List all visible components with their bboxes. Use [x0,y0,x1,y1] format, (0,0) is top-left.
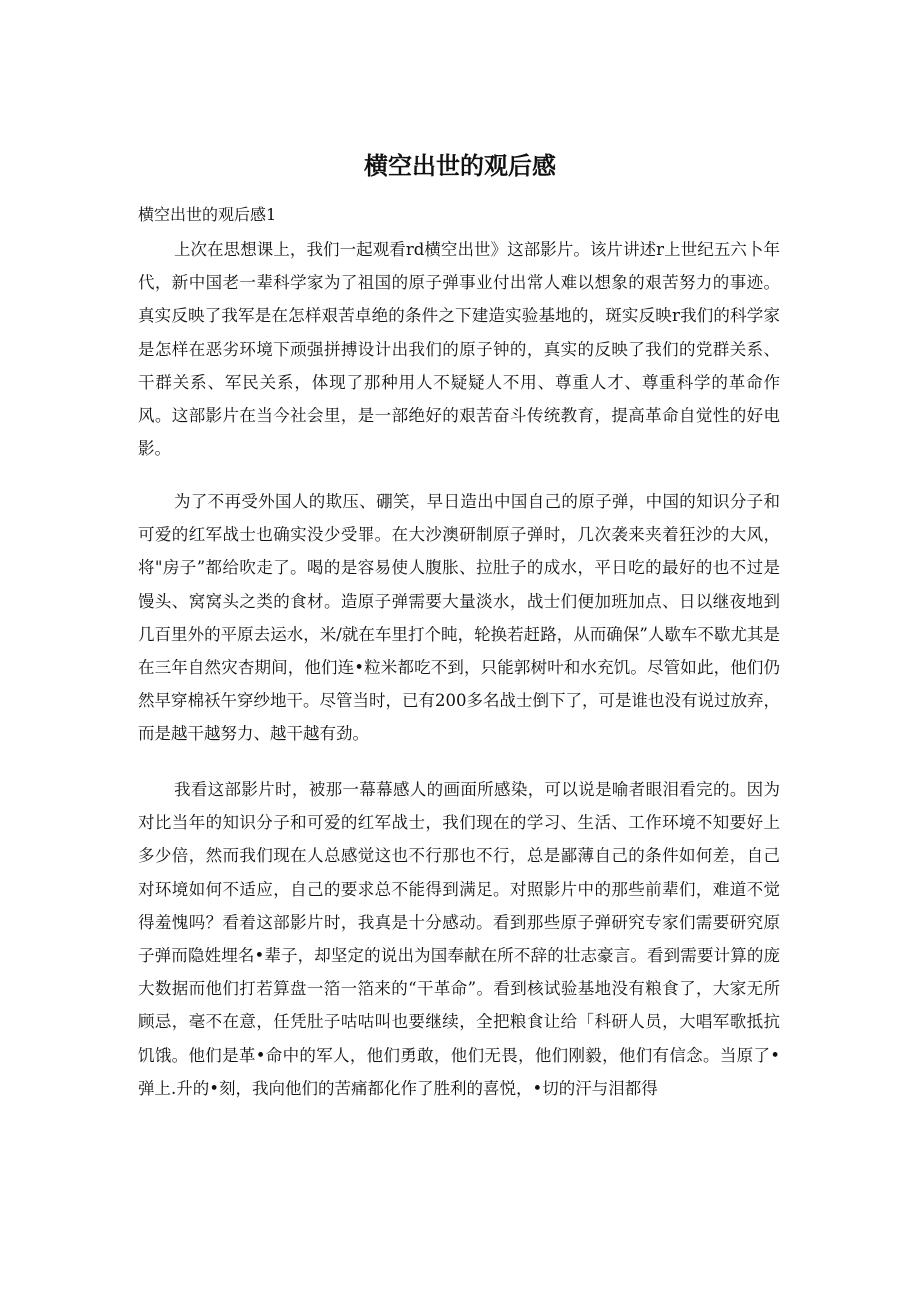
body-paragraph-3: 我看这部影片时，被那一幕幕感人的画面所感染，可以说是喻者眼泪看完的。因为对比当年的知识分子和可爱的红军战士，我们现在的学习、生活、工作环境不知要好上多少倍，然而我们现在人总感觉这也不行那也不行，总是鄙薄自己的条件如何差，自己对环境如何不适应，自己的要求总不能得到满足。对照影片中的那些前辈们，难道不觉得羞愧吗？看着这部影片时，我真是十分感动。看到那些原子弹研究专家们需要研究原子弹而隐姓埋名•辈子，却坚定的说出为国奉献在所不辞的壮志豪言。看到需要计算的庞大数据而他们打若算盘一箔一箔来的“干革命”。看到核试验基地没有粮食了，大家无所顾忌，毫不在意，任凭肚子咕咕叫也要继续，全把粮食让给「科研人员，大唱军歌抵抗饥饿。他们是革•命中的军人，他们勇敢，他们无畏，他们刚毅，他们有信念。当原了•弹上.升的•刻，我向他们的苦痛都化作了胜利的喜悦，•切的汗与泪都得 [138,780,780,1098]
body-paragraph-1: 上次在思想课上，我们一起观看rd横空出世》这部影片。该片讲述r上世纪五六卜年代，新中国老一辈科学家为了祖国的原子弹事业付出常人难以想象的艰苦努力的事迹。真实反映了我军是在怎样艰苦卓绝的条件之下建造实验基地的，斑实反映r我们的科学家是怎样在恶劣环境下顽强拼搏设计出我们的原子钟的，真实的反映了我们的党群关系、干群关系、军民关系，体现了那种用人不疑疑人不用、尊重人才、尊重科学的革命作风。这部影片在当今社会里，是一部绝好的艰苦奋斗传统教育，提高革命自觉性的好电影。 [138,240,780,459]
body-paragraph-2: 为了不再受外国人的欺压、硼笑，早日造出中国自己的原子弹，中国的知识分子和可爱的红军战士也确实没少受罪。在大沙澳研制原子弹时，几次袭来夹着狂沙的大风，将"房子”都给吹走了。喝的是容易使人腹胀、拉肚子的成水，平日吃的最好的也不过是馒头、窝窝头之类的食材。造原子弹需要大量淡水，战士们便加班加点、日以继夜地到几百里外的平原去运水，米/就在车里打个盹，轮换若赶路，从而确保”人歇车不歇尤其是在三年自然灾杏期间，他们连•粒米都吃不到，只能郭树叶和水充饥。尽管如此，他们仍然早穿棉袄午穿纱地干。尽管当时，已有200多名战士倒下了，可是谁也没有说过放弃，而是越干越努力、越干越有劲。 [138,492,780,744]
document-title: 横空出世的观后感 [364,152,556,180]
document-subtitle: 横空出世的观后感1 [138,205,277,224]
